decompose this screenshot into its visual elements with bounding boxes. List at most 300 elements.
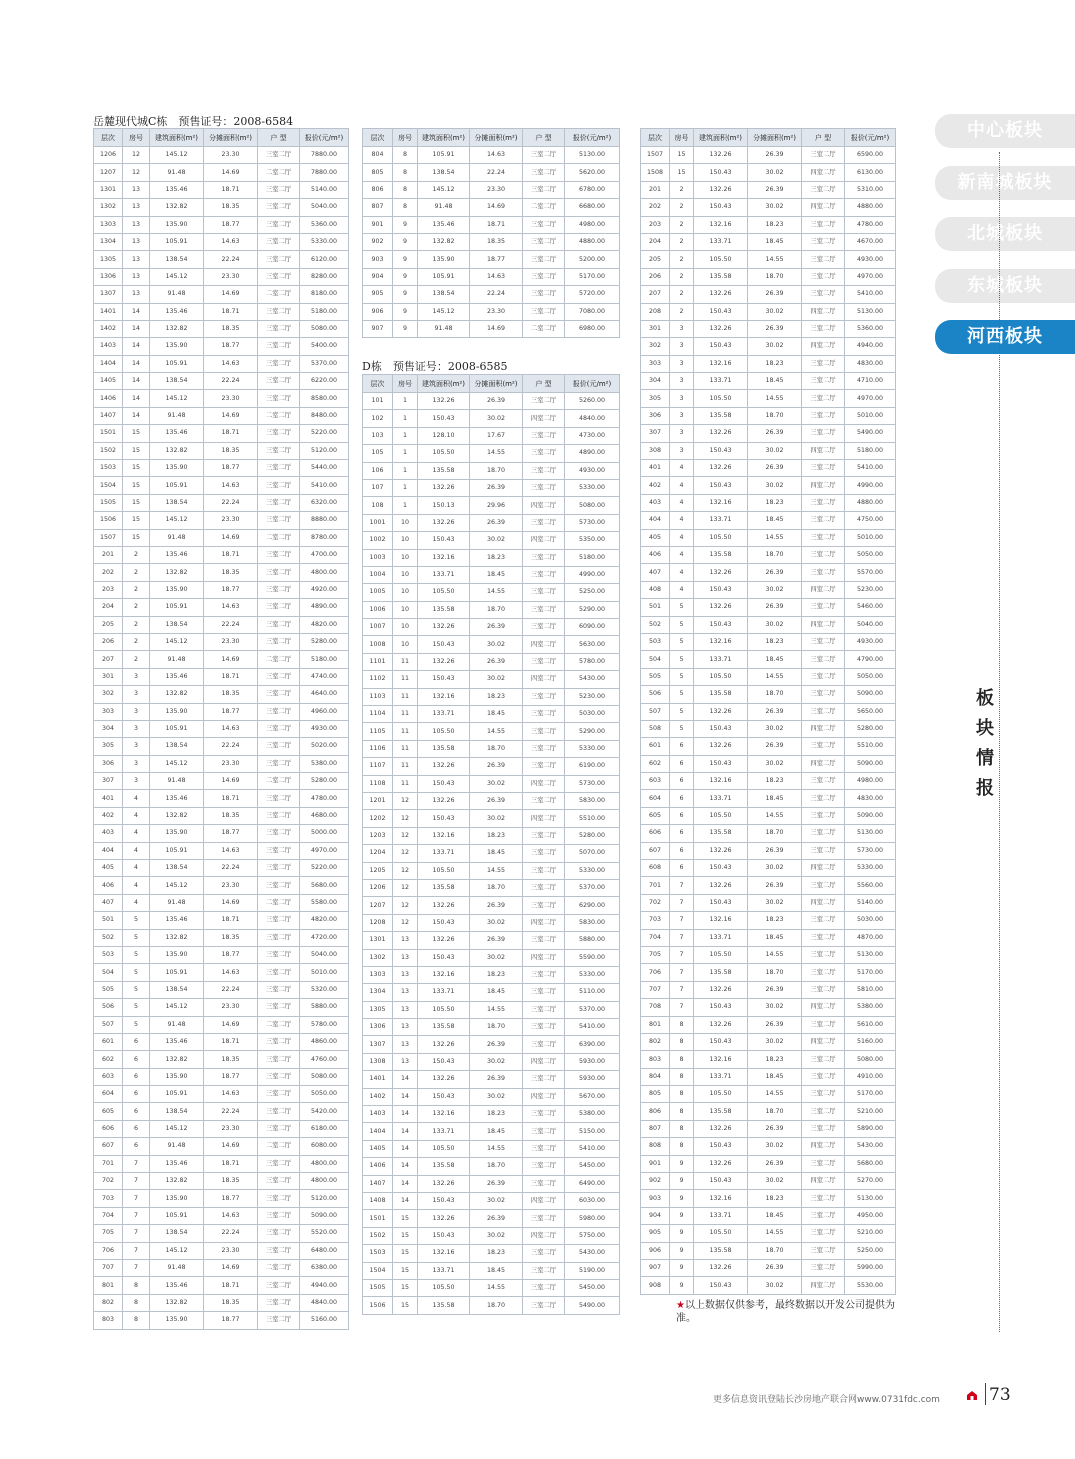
table-cell: 3 xyxy=(670,320,694,337)
table-cell: 5010.00 xyxy=(845,407,896,424)
table-cell: 30.02 xyxy=(748,755,802,772)
table-cell: 22.24 xyxy=(204,373,258,390)
table-cell: 135.90 xyxy=(150,1190,204,1207)
table-row xyxy=(363,479,620,496)
table-cell: 132.82 xyxy=(150,320,204,337)
table-cell: 5620.00 xyxy=(565,164,620,181)
table-cell: 132.26 xyxy=(694,1016,748,1033)
table-cell: 26.39 xyxy=(748,599,802,616)
table-cell: 105.91 xyxy=(150,355,204,372)
table-cell: 4740.00 xyxy=(300,668,349,685)
table-cell: 132.82 xyxy=(150,807,204,824)
table-cell: 150.43 xyxy=(694,755,748,772)
table-cell: 5130.00 xyxy=(845,825,896,842)
table-cell: 30.02 xyxy=(748,1138,802,1155)
table-cell: 23.30 xyxy=(470,181,523,198)
table-cell: 三室二厅 xyxy=(523,479,565,496)
table-cell: 18.71 xyxy=(204,1277,258,1294)
table-cell: 18.23 xyxy=(748,912,802,929)
table-cell: 7 xyxy=(123,1173,150,1190)
table-cell: 15 xyxy=(123,425,150,442)
table-row xyxy=(641,442,896,459)
table-cell: 23.30 xyxy=(204,390,258,407)
table-cell: 150.43 xyxy=(418,671,470,688)
table-row xyxy=(94,1103,349,1120)
table-cell: 91.48 xyxy=(150,529,204,546)
tab-beicheng[interactable]: 北城板块 xyxy=(935,217,1075,251)
vertical-title-char: 板 xyxy=(976,688,994,709)
table-cell: 904 xyxy=(363,268,393,285)
table-cell: 907 xyxy=(363,320,393,337)
table-row xyxy=(641,338,896,355)
table-cell: 22.24 xyxy=(204,494,258,511)
table-cell: 4750.00 xyxy=(845,512,896,529)
table-cell: 9 xyxy=(393,303,418,320)
table-row xyxy=(641,894,896,911)
table-cell: 5560.00 xyxy=(845,877,896,894)
table-cell: 4840.00 xyxy=(300,1294,349,1311)
table-cell: 1406 xyxy=(363,1158,393,1175)
table-cell: 14.55 xyxy=(470,584,523,601)
table-cell: 18.23 xyxy=(748,355,802,372)
table-cell: 14.63 xyxy=(204,233,258,250)
table-cell: 23.30 xyxy=(204,877,258,894)
table-cell: 132.16 xyxy=(694,1190,748,1207)
table-cell: 1503 xyxy=(363,1245,393,1262)
table-cell: 8280.00 xyxy=(300,268,349,285)
table-cell: 三室二厅 xyxy=(258,738,300,755)
table-cell: 4820.00 xyxy=(300,616,349,633)
table-cell: 5360.00 xyxy=(845,320,896,337)
table-cell: 133.71 xyxy=(694,790,748,807)
table-cell: 30.02 xyxy=(748,860,802,877)
table-cell: 5880.00 xyxy=(300,999,349,1016)
table-cell: 三室二厅 xyxy=(802,181,845,198)
table-cell: 13 xyxy=(393,949,418,966)
table-row xyxy=(363,1036,620,1053)
table-cell: 1507 xyxy=(641,147,670,164)
table-cell: 135.58 xyxy=(418,1297,470,1314)
table-cell: 8 xyxy=(670,1051,694,1068)
table-cell: 4890.00 xyxy=(565,445,620,462)
table-cell: 91.48 xyxy=(150,407,204,424)
table-cell: 135.58 xyxy=(694,686,748,703)
table-cell: 三室二厅 xyxy=(523,758,565,775)
table-cell: 4 xyxy=(123,894,150,911)
table-cell: 105.50 xyxy=(418,862,470,879)
table-cell: 5650.00 xyxy=(845,703,896,720)
vertical-title-char: 报 xyxy=(976,778,994,799)
table-cell: 5200.00 xyxy=(565,251,620,268)
table-cell: 6220.00 xyxy=(300,373,349,390)
table-row xyxy=(641,564,896,581)
table-cell: 1501 xyxy=(363,1210,393,1227)
table-cell: 150.43 xyxy=(418,1088,470,1105)
table-cell: 三室二厅 xyxy=(802,633,845,650)
table-cell: 二室二厅 xyxy=(258,407,300,424)
table-cell: 105.50 xyxy=(694,807,748,824)
table-cell: 4930.00 xyxy=(565,462,620,479)
table-row xyxy=(94,1190,349,1207)
column-header: 建筑面积(m²) xyxy=(418,375,470,393)
table-cell: 132.26 xyxy=(694,877,748,894)
table-cell: 5380.00 xyxy=(300,755,349,772)
table-cell: 5030.00 xyxy=(845,912,896,929)
table-cell: 3 xyxy=(670,407,694,424)
table-cell: 10 xyxy=(393,532,418,549)
table-row xyxy=(363,566,620,583)
table-cell: 13 xyxy=(123,181,150,198)
table-row xyxy=(94,546,349,563)
table-cell: 1005 xyxy=(363,584,393,601)
table-row xyxy=(94,703,349,720)
table-cell: 5810.00 xyxy=(845,981,896,998)
table-row xyxy=(94,877,349,894)
table-cell: 三室二厅 xyxy=(523,268,565,285)
table-cell: 5 xyxy=(670,703,694,720)
table-cell: 5050.00 xyxy=(845,668,896,685)
table-cell: 2 xyxy=(670,216,694,233)
table-cell: 604 xyxy=(641,790,670,807)
table-cell: 三室二厅 xyxy=(523,1175,565,1192)
table-row xyxy=(641,738,896,755)
table-cell: 803 xyxy=(641,1051,670,1068)
table-cell: 三室二厅 xyxy=(802,460,845,477)
table-cell: 三室二厅 xyxy=(258,181,300,198)
table-cell: 128.10 xyxy=(418,427,470,444)
table-cell: 13 xyxy=(123,233,150,250)
table-cell: 15 xyxy=(393,1245,418,1262)
table-cell: 132.16 xyxy=(694,355,748,372)
table-row xyxy=(363,949,620,966)
table-cell: 4700.00 xyxy=(300,546,349,563)
table-cell: 135.90 xyxy=(418,251,470,268)
table-row xyxy=(363,1140,620,1157)
table-cell: 30.02 xyxy=(748,720,802,737)
table-cell: 3 xyxy=(670,355,694,372)
table-cell: 9 xyxy=(393,233,418,250)
column-header: 户 型 xyxy=(802,129,845,147)
table-cell: 6390.00 xyxy=(565,1036,620,1053)
table-cell: 三室二厅 xyxy=(258,251,300,268)
table-cell: 205 xyxy=(94,616,123,633)
table-row xyxy=(641,286,896,303)
table-cell: 7080.00 xyxy=(565,303,620,320)
table-row xyxy=(94,442,349,459)
table-cell: 18.70 xyxy=(748,964,802,981)
table-cell: 904 xyxy=(641,1207,670,1224)
table-cell: 2 xyxy=(670,233,694,250)
table-cell: 三室二厅 xyxy=(258,1086,300,1103)
table-cell: 三室二厅 xyxy=(802,425,845,442)
table-cell: 3 xyxy=(670,338,694,355)
table-cell: 二室二厅 xyxy=(258,164,300,181)
table-cell: 5320.00 xyxy=(300,981,349,998)
table-row xyxy=(641,825,896,842)
table-cell: 22.24 xyxy=(470,286,523,303)
table-cell: 135.46 xyxy=(150,181,204,198)
column-header: 分摊面积(m²) xyxy=(748,129,802,147)
table-row xyxy=(94,1294,349,1311)
table-cell: 三室二厅 xyxy=(802,355,845,372)
table-cell: 7 xyxy=(670,981,694,998)
table-cell: 4640.00 xyxy=(300,686,349,703)
table-cell: 5330.00 xyxy=(565,862,620,879)
table-cell: 12 xyxy=(393,810,418,827)
table-cell: 4 xyxy=(123,807,150,824)
table-row xyxy=(94,1138,349,1155)
table-cell: 14.55 xyxy=(748,529,802,546)
table-cell: 1303 xyxy=(94,216,123,233)
table-cell: 四室二厅 xyxy=(523,532,565,549)
table-cell: 201 xyxy=(94,546,123,563)
table-cell: 138.54 xyxy=(418,164,470,181)
table-cell: 150.43 xyxy=(418,949,470,966)
table-cell: 132.26 xyxy=(418,1071,470,1088)
column-header: 分摊面积(m²) xyxy=(204,129,258,147)
table-cell: 1001 xyxy=(363,514,393,531)
table-cell: 13 xyxy=(123,216,150,233)
table-cell: 四室二厅 xyxy=(802,1173,845,1190)
table-row xyxy=(363,445,620,462)
table-cell: 105.91 xyxy=(418,147,470,164)
table-cell: 105.50 xyxy=(694,1225,748,1242)
table-cell: 15 xyxy=(123,442,150,459)
table-cell: 1101 xyxy=(363,653,393,670)
table-cell: 132.82 xyxy=(150,564,204,581)
table-cell: 18.35 xyxy=(204,807,258,824)
table-row xyxy=(641,720,896,737)
table-cell: 135.58 xyxy=(694,268,748,285)
table-cell: 26.39 xyxy=(748,981,802,998)
table-cell: 三室二厅 xyxy=(258,860,300,877)
vertical-title-char: 情 xyxy=(976,748,994,769)
table-cell: 4950.00 xyxy=(845,1207,896,1224)
table-cell: 202 xyxy=(641,199,670,216)
table-cell: 606 xyxy=(641,825,670,842)
table-cell: 四室二厅 xyxy=(523,671,565,688)
table-row xyxy=(363,320,620,337)
tab-center[interactable]: 中心板块 xyxy=(935,114,1075,148)
table-cell: 22.24 xyxy=(204,860,258,877)
table-cell: 9 xyxy=(670,1155,694,1172)
table-cell: 四室二厅 xyxy=(523,636,565,653)
table-row xyxy=(363,775,620,792)
tab-hexi[interactable]: 河西板块 xyxy=(935,320,1075,354)
table-cell: 150.43 xyxy=(694,894,748,911)
table-cell: 6 xyxy=(670,842,694,859)
table-cell: 三室二厅 xyxy=(802,738,845,755)
table-row xyxy=(641,1155,896,1172)
table-cell: 14 xyxy=(123,338,150,355)
table-cell: 133.71 xyxy=(418,845,470,862)
table-cell: 18.77 xyxy=(204,1312,258,1329)
table-cell: 7 xyxy=(123,1190,150,1207)
table-cell: 803 xyxy=(94,1312,123,1329)
table-cell: 14 xyxy=(393,1175,418,1192)
table-cell: 三室二厅 xyxy=(258,616,300,633)
table-cell: 三室二厅 xyxy=(523,303,565,320)
table-cell: 四室二厅 xyxy=(523,1053,565,1070)
table-cell: 三室二厅 xyxy=(802,407,845,424)
table-cell: 15 xyxy=(393,1210,418,1227)
table-row xyxy=(641,946,896,963)
table-cell: 135.46 xyxy=(150,425,204,442)
table-cell: 5080.00 xyxy=(300,320,349,337)
table-cell: 6 xyxy=(670,860,694,877)
table-cell: 18.70 xyxy=(748,1103,802,1120)
table-cell: 18.71 xyxy=(204,1033,258,1050)
table-cell: 14.69 xyxy=(204,407,258,424)
table-cell: 5090.00 xyxy=(845,755,896,772)
tab-xinnancheng[interactable]: 新南城板块 xyxy=(935,166,1075,200)
table-cell: 14.55 xyxy=(470,862,523,879)
table-row xyxy=(363,584,620,601)
table-cell: 三室二厅 xyxy=(258,825,300,842)
table-cell: 405 xyxy=(94,860,123,877)
table-cell: 15 xyxy=(393,1279,418,1296)
table-cell: 1102 xyxy=(363,671,393,688)
table-cell: 135.90 xyxy=(150,216,204,233)
table-cell: 14 xyxy=(123,303,150,320)
table-cell: 138.54 xyxy=(150,373,204,390)
table-cell: 1501 xyxy=(94,425,123,442)
table-cell: 1002 xyxy=(363,532,393,549)
table-header-row xyxy=(641,129,896,147)
table-cell: 26.39 xyxy=(748,286,802,303)
table-cell: 9 xyxy=(393,216,418,233)
table-cell: 805 xyxy=(641,1086,670,1103)
table-cell: 5050.00 xyxy=(845,546,896,563)
table-cell: 135.90 xyxy=(150,825,204,842)
table-row xyxy=(363,532,620,549)
table-cell: 5430.00 xyxy=(565,671,620,688)
table-cell: 30.02 xyxy=(470,671,523,688)
table-cell: 四室二厅 xyxy=(802,1277,845,1294)
table-cell: 135.90 xyxy=(150,460,204,477)
table-cell: 15 xyxy=(123,512,150,529)
table-cell: 三室二厅 xyxy=(802,1120,845,1137)
table-cell: 132.82 xyxy=(150,442,204,459)
price-table-d-part2 xyxy=(640,128,896,1295)
table-row xyxy=(641,181,896,198)
table-cell: 1 xyxy=(393,410,418,427)
table-cell: 1305 xyxy=(363,1001,393,1018)
table-row xyxy=(94,790,349,807)
table-cell: 三室二厅 xyxy=(523,514,565,531)
table-cell: 三室二厅 xyxy=(258,599,300,616)
table-cell: 15 xyxy=(123,460,150,477)
table-row xyxy=(641,686,896,703)
column-header: 房号 xyxy=(393,129,418,147)
table-cell: 三室二厅 xyxy=(258,755,300,772)
disclaimer-note xyxy=(676,1299,906,1325)
column-header: 分摊面积(m²) xyxy=(470,375,523,393)
table-cell: 四室二厅 xyxy=(802,581,845,598)
table-cell: 132.16 xyxy=(418,688,470,705)
table-cell: 203 xyxy=(94,581,123,598)
table-cell: 18.45 xyxy=(748,373,802,390)
table-cell: 302 xyxy=(641,338,670,355)
table-cell: 132.16 xyxy=(418,1245,470,1262)
table-cell: 三室二厅 xyxy=(523,879,565,896)
table-row xyxy=(94,268,349,285)
table-row xyxy=(94,407,349,424)
table-cell: 105.50 xyxy=(694,946,748,963)
table-cell: 1407 xyxy=(363,1175,393,1192)
table-cell: 132.26 xyxy=(694,599,748,616)
table-cell: 5180.00 xyxy=(565,549,620,566)
table-cell: 132.26 xyxy=(694,981,748,998)
table-cell: 二室二厅 xyxy=(258,651,300,668)
table-cell: 14 xyxy=(123,390,150,407)
table-cell: 303 xyxy=(94,703,123,720)
table-cell: 18.45 xyxy=(748,929,802,946)
column-header: 报价(元/m²) xyxy=(565,129,620,147)
table-cell: 903 xyxy=(641,1190,670,1207)
table-cell: 三室二厅 xyxy=(258,633,300,650)
table-cell: 四室二厅 xyxy=(802,477,845,494)
table-cell: 三室二厅 xyxy=(258,1207,300,1224)
table-cell: 三室二厅 xyxy=(802,1207,845,1224)
table-row xyxy=(94,599,349,616)
table-cell: 三室二厅 xyxy=(802,373,845,390)
table-cell: 5220.00 xyxy=(300,860,349,877)
table-cell: 132.26 xyxy=(694,181,748,198)
table-row xyxy=(94,1155,349,1172)
table-cell: 18.45 xyxy=(748,1068,802,1085)
table-cell: 108 xyxy=(363,497,393,514)
table-cell: 5170.00 xyxy=(565,268,620,285)
table-cell: 8 xyxy=(670,1120,694,1137)
table-cell: 901 xyxy=(641,1155,670,1172)
table-cell: 503 xyxy=(641,633,670,650)
table-cell: 202 xyxy=(94,564,123,581)
table-cell: 6290.00 xyxy=(565,897,620,914)
table-cell: 145.12 xyxy=(418,303,470,320)
table-cell: 7 xyxy=(123,1155,150,1172)
table-cell: 三室二厅 xyxy=(523,897,565,914)
table-row xyxy=(641,1225,896,1242)
table-cell: 四室二厅 xyxy=(802,894,845,911)
table-cell: 18.77 xyxy=(204,338,258,355)
table-cell: 5410.00 xyxy=(565,1019,620,1036)
table-cell: 三室二厅 xyxy=(802,790,845,807)
table-cell: 135.90 xyxy=(150,946,204,963)
table-cell: 5130.00 xyxy=(845,1190,896,1207)
table-cell: 206 xyxy=(641,268,670,285)
table-row xyxy=(363,932,620,949)
table-cell: 6 xyxy=(670,773,694,790)
table-cell: 5750.00 xyxy=(565,1227,620,1244)
table-cell: 14.55 xyxy=(470,445,523,462)
table-row xyxy=(94,460,349,477)
table-cell: 150.43 xyxy=(694,199,748,216)
table-cell: 1308 xyxy=(363,1053,393,1070)
table-cell: 5570.00 xyxy=(845,564,896,581)
table-cell: 105.91 xyxy=(150,477,204,494)
table-row xyxy=(641,529,896,546)
table-cell: 133.71 xyxy=(418,1123,470,1140)
table-cell: 14.55 xyxy=(748,390,802,407)
table-cell: 132.26 xyxy=(418,897,470,914)
table-cell: 9 xyxy=(670,1277,694,1294)
table-cell: 三室二厅 xyxy=(258,1173,300,1190)
table-row xyxy=(363,1279,620,1296)
table-cell: 5490.00 xyxy=(565,1297,620,1314)
tab-dongcheng[interactable]: 东城板块 xyxy=(935,269,1075,303)
table-row xyxy=(94,633,349,650)
